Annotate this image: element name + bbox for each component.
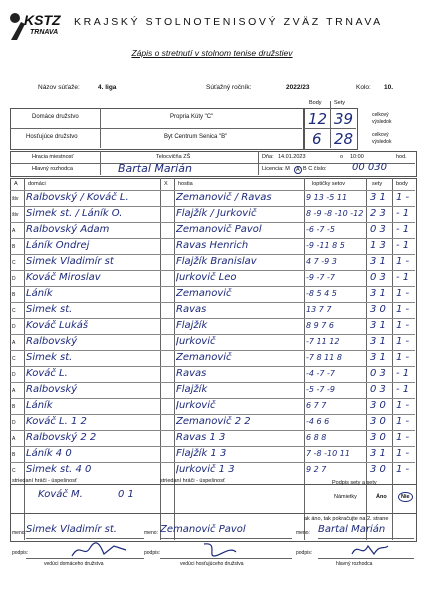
col-body: body — [396, 181, 408, 187]
set-scores: 8 -9 -8 -10 -12 — [306, 209, 364, 218]
guest-team-label: Hosťujúce družstvo — [26, 134, 78, 140]
time-prefix: o — [340, 154, 344, 160]
guest-player: Ravas 1 3 — [176, 432, 226, 443]
match-points: 1 - — [396, 416, 410, 427]
match-sets: 2 3 — [370, 208, 386, 219]
license-number: 00 030 — [352, 162, 387, 173]
match-sets: 0 3 — [370, 368, 386, 379]
home-sign-label: podpis: — [12, 550, 29, 556]
venue-value: Telocvičňa ZŠ — [156, 154, 191, 160]
venue-label: Hracia miestnosť — [32, 154, 74, 160]
match-sets: 3 0 — [370, 416, 386, 427]
match-sets: 1 3 — [370, 240, 386, 251]
match-points: - 1 — [396, 224, 410, 235]
set-scores: 9 2 7 — [306, 465, 327, 474]
match-points: - 1 — [396, 240, 410, 251]
match-sets: 0 3 — [370, 224, 386, 235]
guest-player: Zemanovič — [176, 288, 232, 299]
match-sets: 3 1 — [370, 352, 386, 363]
match-sets: 3 1 — [370, 256, 386, 267]
match-code: D — [12, 420, 16, 426]
home-substitute-stats: 0 1 — [118, 489, 134, 500]
match-points: 1 - — [396, 448, 410, 459]
set-scores: 8 9 7 6 — [306, 321, 334, 330]
home-team-name: Propria Kúty "C" — [170, 114, 214, 120]
home-substitute-name: Kováč M. — [38, 489, 83, 500]
match-points: 1 - — [396, 464, 410, 475]
date-label: Dňa: — [262, 154, 274, 160]
set-scores: -8 5 4 5 — [306, 289, 337, 298]
set-scores: -7 11 12 — [306, 337, 340, 346]
match-row — [10, 446, 415, 463]
form-title: Zápis o stretnutí v stolnom tenise družstiev — [131, 48, 293, 58]
referee-role: hlavný rozhodca — [336, 561, 373, 567]
match-sets: 3 1 — [370, 288, 386, 299]
match-code: A — [12, 228, 16, 234]
home-player: Ralbovský 2 2 — [26, 432, 97, 443]
guest-player: Zemanovič / Ravas — [176, 192, 272, 203]
col-x: X — [164, 181, 168, 187]
match-row — [10, 190, 415, 207]
referee-sign-label: podpis: — [296, 550, 313, 556]
guest-player: Jurkovič 1 3 — [176, 464, 235, 475]
referee-value: Bartal Marián — [118, 162, 192, 175]
match-code: B — [12, 244, 16, 250]
match-row — [10, 334, 415, 351]
home-player: Šimek st. — [26, 304, 73, 315]
home-player: Kováč L. — [26, 368, 68, 379]
referee-name-label: meno: — [296, 530, 310, 536]
time-label: hod. — [396, 154, 407, 160]
match-points: 1 - — [396, 304, 410, 315]
body-header: Body — [309, 100, 322, 106]
guest-total-sets: 28 — [334, 130, 354, 148]
guest-player: Ravas — [176, 304, 207, 315]
match-sets: 3 1 — [370, 192, 386, 203]
match-code: C — [12, 308, 16, 314]
match-points: 1 - — [396, 352, 410, 363]
objections-yes[interactable]: Áno — [376, 494, 387, 500]
col-a: A — [14, 181, 18, 187]
match-code: D — [12, 324, 16, 330]
total-label-1: celkový — [372, 112, 389, 118]
col-sety: sety — [372, 181, 383, 187]
competition-label: Názov súťaže: — [38, 84, 80, 91]
home-player: Šimek st. / Láník O. — [26, 208, 123, 219]
match-points: 1 - — [396, 432, 410, 443]
match-points: 1 - — [396, 320, 410, 331]
set-scores: 13 7 7 — [306, 305, 332, 314]
season-value: 2022/23 — [286, 84, 310, 91]
home-player: Láník — [26, 288, 53, 299]
col-domaci: domáci — [28, 181, 46, 187]
kstz-logo — [8, 10, 68, 44]
round-label: Kolo: — [356, 84, 371, 91]
match-code: B — [12, 292, 16, 298]
guest-player: Zemanovič — [176, 352, 232, 363]
license-class-selected: A — [296, 167, 300, 173]
guest-name-label: meno: — [144, 530, 158, 536]
match-code: A — [12, 436, 16, 442]
logo-text: KSTZ — [24, 12, 61, 28]
guest-player: Ravas Henrich — [176, 240, 249, 251]
set-scores: -4 6 6 — [306, 417, 330, 426]
podpis-sety-label: Podpis sety a sety — [332, 480, 377, 486]
season-label: Súťažný ročník: — [206, 84, 252, 91]
guest-player: Jurkovič — [176, 336, 216, 347]
home-player: Ralbovský — [26, 336, 78, 347]
match-points: 1 - — [396, 336, 410, 347]
organization-name: KRAJSKÝ STOLNOTENISOVÝ ZVÄZ TRNAVA — [74, 16, 383, 28]
home-captain-name: Šimek Vladimír st. — [26, 524, 117, 535]
match-row — [10, 238, 415, 255]
referee-label: Hlavný rozhodca — [32, 166, 73, 172]
match-sets: 3 0 — [370, 304, 386, 315]
match-points: 1 - — [396, 192, 410, 203]
set-scores: -5 -7 -9 — [306, 385, 336, 394]
match-row — [10, 206, 415, 223]
referee-signature-name: Bartal Marián — [318, 524, 386, 535]
set-scores: -6 -7 -5 — [306, 225, 336, 234]
home-player: Kováč Lukáš — [26, 320, 89, 331]
match-code: D — [12, 276, 16, 282]
match-points: - 1 — [396, 368, 410, 379]
match-points: 1 - — [396, 288, 410, 299]
guest-captain-name: Zemanovič Pavol — [160, 524, 246, 535]
match-sets: 3 0 — [370, 464, 386, 475]
match-sets: 0 3 — [370, 272, 386, 283]
objections-note: ak áno, tak pokračujte na 2. strane — [304, 516, 389, 522]
guest-player: Flajžík — [176, 384, 208, 395]
objections-no-selected[interactable]: Nie — [398, 492, 413, 502]
match-sets: 0 3 — [370, 384, 386, 395]
referee-signature-scribble — [350, 540, 390, 560]
guest-player: Flajžík — [176, 320, 208, 331]
sety-header: Sety — [334, 100, 346, 106]
home-player: Ralbovský — [26, 384, 78, 395]
home-player: Ralbovský / Kováč L. — [26, 192, 129, 203]
set-scores: -9 -11 8 5 — [306, 241, 345, 250]
home-player: Láník Ondrej — [26, 240, 90, 251]
match-row — [10, 286, 415, 303]
match-sets: 3 0 — [370, 400, 386, 411]
set-scores: 6 7 7 — [306, 401, 327, 410]
home-total-sets: 39 — [334, 110, 354, 128]
home-team-label: Domáce družstvo — [32, 114, 79, 120]
home-player: Láník 4 0 — [26, 448, 72, 459]
home-substitutes-label: striedaní hráči - úspešnosť — [12, 478, 78, 484]
guest-player: Zemanovič Pavol — [176, 224, 262, 235]
home-player: Kováč Miroslav — [26, 272, 101, 283]
match-code: C — [12, 260, 16, 266]
match-row — [10, 350, 415, 367]
match-points: - 1 — [396, 384, 410, 395]
set-scores: 6 8 8 — [306, 433, 327, 442]
guest-total-points: 6 — [312, 130, 322, 148]
match-row — [10, 414, 415, 431]
guest-player: Ravas — [176, 368, 207, 379]
set-scores: 9 13 -5 11 — [306, 193, 348, 202]
guest-role: vedúci hosťujúceho družstva — [180, 561, 244, 567]
set-scores: -9 -7 -7 — [306, 273, 336, 282]
match-row — [10, 318, 415, 335]
set-scores: -4 -7 -7 — [306, 369, 336, 378]
home-player: Šimek st. — [26, 352, 73, 363]
match-row — [10, 398, 415, 415]
match-sets: 3 0 — [370, 432, 386, 443]
match-sets: 3 1 — [370, 448, 386, 459]
match-row — [10, 222, 415, 239]
guest-player: Flajžík / Jurkovič — [176, 208, 257, 219]
match-sets: 3 1 — [370, 336, 386, 347]
home-signature-scribble — [70, 540, 130, 560]
match-row — [10, 302, 415, 319]
match-code: štv — [12, 212, 19, 218]
match-row — [10, 462, 415, 479]
home-player: Láník — [26, 400, 53, 411]
home-player: Kováč L. 1 2 — [26, 416, 87, 427]
guest-player: Jurkovič — [176, 400, 216, 411]
home-player: Ralbovský Adam — [26, 224, 110, 235]
match-code: B — [12, 404, 16, 410]
col-hostia: hostia — [178, 181, 193, 187]
match-points: - 1 — [396, 272, 410, 283]
set-scores: 7 -8 -10 11 — [306, 449, 350, 458]
home-total-points: 12 — [308, 110, 328, 128]
match-code: C — [12, 356, 16, 362]
home-player: Šimek Vladimír st — [26, 256, 114, 267]
match-points: 1 - — [396, 400, 410, 411]
match-code: A — [12, 340, 16, 346]
home-role: vedúci domáceho družstva — [44, 561, 104, 567]
license-rest: B C číslo: — [303, 166, 327, 172]
guest-substitutes-label: striedaní hráči - úspešnosť — [160, 478, 226, 484]
objections-label: Námietky — [334, 494, 357, 500]
match-code: C — [12, 468, 16, 474]
round-value: 10. — [384, 84, 394, 91]
set-scores: 4 7 -9 3 — [306, 257, 337, 266]
match-row — [10, 382, 415, 399]
match-row — [10, 430, 415, 447]
set-scores: -7 8 11 8 — [306, 353, 342, 362]
match-row — [10, 270, 415, 287]
guest-signature-scribble — [200, 540, 240, 560]
col-setov: loptičky setov — [312, 181, 346, 187]
match-row — [10, 366, 415, 383]
match-row — [10, 254, 415, 271]
time-value: 10:00 — [350, 154, 364, 160]
match-code: štv — [12, 196, 19, 202]
guest-player: Jurkovič Leo — [176, 272, 237, 283]
guest-player: Zemanovič 2 2 — [176, 416, 251, 427]
match-points: 1 - — [396, 256, 410, 267]
guest-sign-label: podpis: — [144, 550, 161, 556]
home-name-label: meno: — [12, 530, 26, 536]
guest-player: Flajžík Branislav — [176, 256, 257, 267]
guest-team-name: Byt Centrum Senica "B" — [164, 134, 228, 140]
match-code: A — [12, 388, 16, 394]
total-label-2: výsledok — [372, 119, 392, 125]
guest-player: Flajžík 1 3 — [176, 448, 227, 459]
competition-value: 4. liga — [98, 84, 117, 91]
match-code: D — [12, 372, 16, 378]
date-value: 14.01.2023 — [278, 154, 306, 160]
header — [8, 6, 416, 46]
total-label-3: celkový — [372, 132, 389, 138]
home-player: Šimek st. 4 0 — [26, 464, 92, 475]
match-points: - 1 — [396, 208, 410, 219]
logo-subtext: TRNAVA — [30, 29, 59, 36]
match-code: B — [12, 452, 16, 458]
match-sets: 3 1 — [370, 320, 386, 331]
total-label-4: výsledok — [372, 139, 392, 145]
license-label: Licencia: M — [262, 166, 290, 172]
